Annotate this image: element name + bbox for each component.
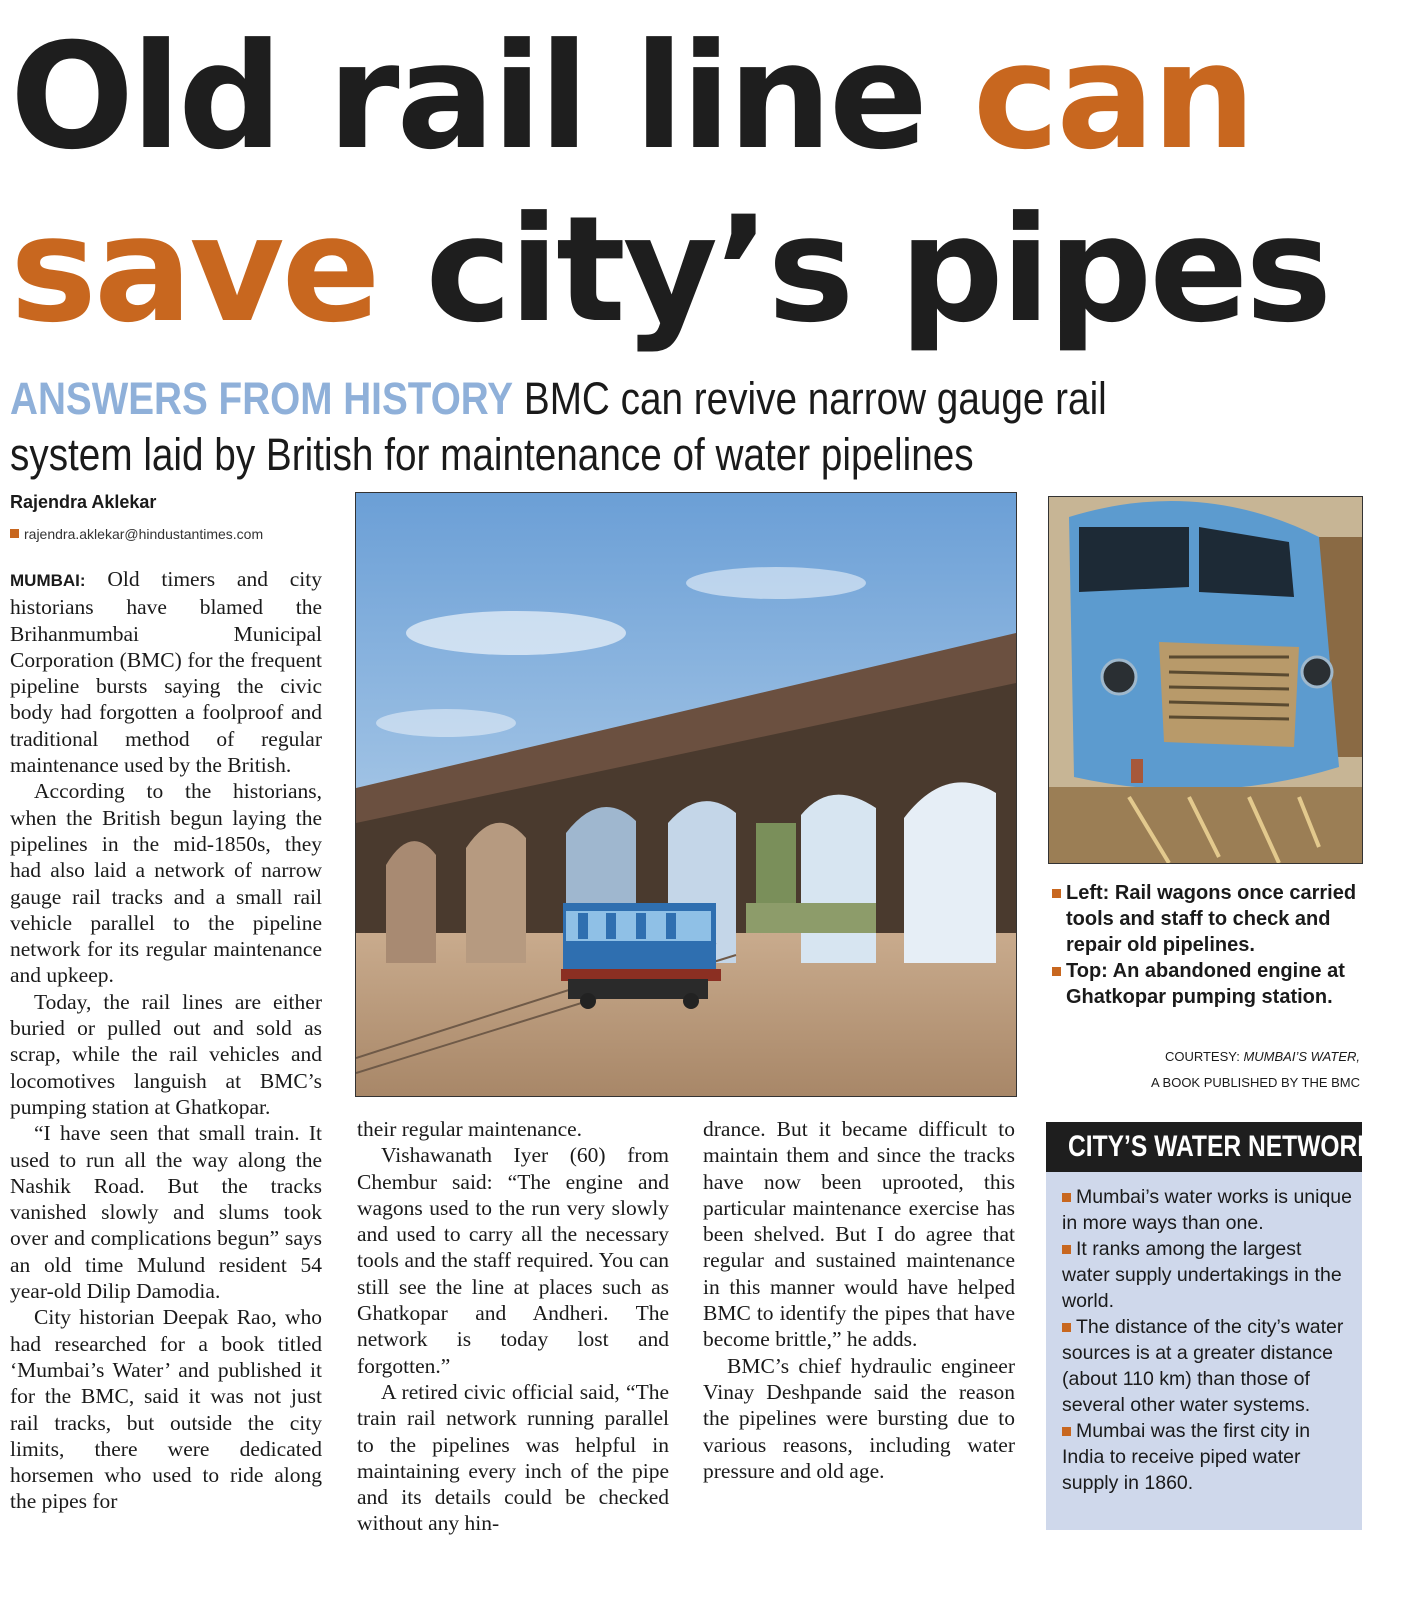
rail-wagon xyxy=(561,903,721,1009)
bullet-square-icon xyxy=(1052,967,1061,976)
article-paragraph: City historian Deepak Rao, who had researched for a book titled ‘Mumbai’s Water’ and published it for the BMC, said it was not just rail tracks, but outside the city limits, there were dedicated horsemen who used to ride along the pipes for xyxy=(10,1305,322,1514)
article-paragraph xyxy=(10,566,322,778)
paragraph-text: Old timers and city historians have blamed the Brihanmumbai Municipal Corporation (BMC) for the frequent pipeline bursts saying the civic body had forgotten a foolproof and traditional method of regular maintenance used by the British. xyxy=(10,567,322,778)
headline-part: city’s pipes xyxy=(377,185,1330,355)
credit-line xyxy=(1151,1044,1360,1070)
article-paragraph: Vishawanath Iyer (60) from Chembur said: “The engine and wagons used to the run very slowly and used to carry all the necessary tools and the staff required. You can still see the line at places such as Ghatkopar and Andheri. The network is today lost and forgotten.” xyxy=(357,1143,669,1378)
factbox-item-text: Mumbai was the first city in India to receive piped water supply in 1860. xyxy=(1062,1420,1311,1494)
engine-illustration xyxy=(1049,497,1362,863)
subhead-text: BMC can revive narrow gauge rail xyxy=(513,373,1107,424)
byline-email[interactable] xyxy=(10,526,263,542)
caption-item xyxy=(1052,958,1362,1010)
factbox-title-text: CITY’S WATER NETWORK xyxy=(1068,1130,1376,1163)
email-text: rajendra.aklekar@hindustantimes.com xyxy=(24,526,264,542)
article-paragraph: A retired civic official said, “The train rail network running parallel to the pipelines was helpful in maintaining every inch of the pipe and its details could be checked without any hin- xyxy=(357,1379,669,1536)
subhead-kicker: ANSWERS FROM HISTORY xyxy=(10,373,514,424)
article-paragraph: drance. But it became difficult to maintain them and since the tracks have now been uprooted, this particular maintenance exercise has been shelved. But I do agree that regular and sustained maintenance in this manner would have helped BMC to identify the pipes that have become brittle,” he adds. xyxy=(703,1117,1015,1352)
article-paragraph: their regular maintenance. xyxy=(357,1117,583,1141)
photo-caption xyxy=(1052,880,1362,1010)
headline-part: Old rail line xyxy=(10,12,973,182)
article-column-3 xyxy=(703,1116,1015,1484)
caption-item xyxy=(1052,880,1362,958)
photo-credit xyxy=(1151,1044,1360,1096)
factbox-item xyxy=(1062,1418,1352,1496)
factbox-item xyxy=(1062,1236,1352,1314)
factbox-item-text: The distance of the city’s water sources is at a greater distance (about 110 km) than those of several other water systems. xyxy=(1062,1316,1344,1416)
bullet-square-icon xyxy=(1062,1245,1071,1254)
article-column-1 xyxy=(10,566,322,1515)
factbox-title xyxy=(1046,1122,1376,1172)
headline-accent: can xyxy=(972,12,1253,182)
credit-prefix: COURTESY: xyxy=(1164,1049,1244,1064)
headline-line-1 xyxy=(10,12,1253,182)
aqueduct-illustration xyxy=(356,493,1016,1096)
article-paragraph: “I have seen that small train. It used to run all the way along the Nashik Road. But the tracks vanished slowly and slums took over and complications begun” says an old time Mulund resident 54 year-old Dilip Damodia. xyxy=(10,1121,322,1304)
factbox-body xyxy=(1046,1172,1362,1496)
subhead-line-1 xyxy=(10,372,1210,426)
headline-accent: save xyxy=(10,185,378,355)
headline-line-2 xyxy=(10,185,1330,355)
factbox-item xyxy=(1062,1184,1352,1236)
dateline: MUMBAI: xyxy=(10,571,86,590)
article-paragraph: Today, the rail lines are either buried or pulled out and sold as scrap, while the rail vehicles and locomotives languish at BMC’s pumping station at Ghatkopar. xyxy=(10,989,322,1119)
bullet-square-icon xyxy=(10,529,19,538)
caption-text: Left: Rail wagons once carried tools and staff to check and repair old pipelines. xyxy=(1066,882,1357,956)
factbox xyxy=(1046,1122,1376,1530)
credit-source: MUMBAI’S WATER, xyxy=(1243,1049,1360,1064)
caption-text: Top: An abandoned engine at Ghatkopar pumping station. xyxy=(1066,960,1345,1008)
factbox-item-text: Mumbai’s water works is unique in more ways than one. xyxy=(1062,1186,1352,1234)
article-paragraph: According to the historians, when the British begun laying the pipelines in the mid-1850s, they had also laid a network of narrow gauge rail tracks and a small rail vehicle parallel to the pipeline network for its regular maintenance and upkeep. xyxy=(10,779,322,988)
aqueduct-photo xyxy=(355,492,1017,1097)
subhead-line-2: system laid by British for maintenance of water pipelines xyxy=(10,429,974,480)
factbox-item-text: It ranks among the largest water supply undertakings in the world. xyxy=(1062,1238,1342,1312)
credit-line: A BOOK PUBLISHED BY THE BMC xyxy=(1150,1075,1360,1090)
bullet-square-icon xyxy=(1062,1427,1071,1436)
factbox-item xyxy=(1062,1314,1352,1418)
article-paragraph: BMC’s chief hydraulic engineer Vinay Deshpande said the reason the pipelines were bursting due to various reasons, including water pressure and old age. xyxy=(703,1353,1015,1483)
bullet-square-icon xyxy=(1062,1323,1071,1332)
engine-photo xyxy=(1048,496,1363,864)
article-column-2 xyxy=(357,1116,669,1537)
byline-author: Rajendra Aklekar xyxy=(10,492,157,512)
bullet-square-icon xyxy=(1062,1193,1071,1202)
bullet-square-icon xyxy=(1052,889,1061,898)
